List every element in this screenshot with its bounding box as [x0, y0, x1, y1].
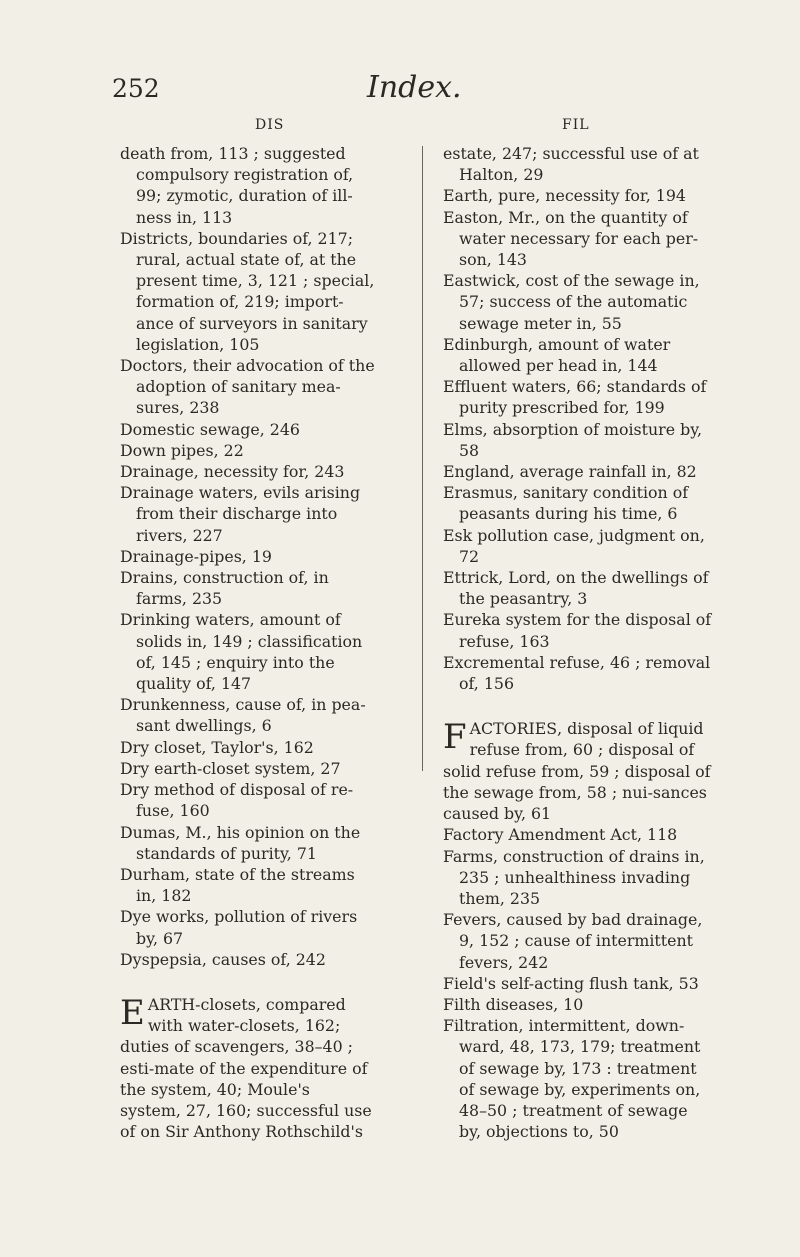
index-entry: Elms, absorption of moisture by, 58: [443, 419, 703, 460]
index-entry: Earth, pure, necessity for, 194: [443, 186, 686, 206]
index-entry: Eureka system for the disposal of refuse, 163: [443, 610, 712, 651]
column-divider: [422, 146, 423, 771]
left-column-head: DIS: [255, 117, 285, 133]
page-number: 252: [112, 74, 160, 103]
index-entry: Farms, construction of drains in, 235 ; unhealthiness invading them, 235: [443, 846, 705, 908]
section-f-entry: [443, 718, 713, 824]
index-entry: Filtration, intermittent, down-ward, 48, 173, 179; treatment of sewage by, 173 : treatment of sewage by, experiments on, 48–50 ; treatment of sewage by, objections to, 50: [443, 1016, 701, 1142]
index-entry: Ettrick, Lord, on the dwellings of the peasantry, 3: [443, 568, 709, 609]
index-entry: England, average rainfall in, 82: [443, 462, 697, 482]
left-column: [120, 143, 375, 1142]
index-entry: Edinburgh, amount of water allowed per head in, 144: [443, 334, 671, 376]
drop-cap-e: E: [120, 992, 145, 1033]
index-entry: Fevers, caused by bad drainage, 9, 152 ; cause of intermittent fevers, 242: [443, 910, 703, 972]
index-entry: Field's self-acting flush tank, 53: [443, 973, 699, 993]
index-entry: Easton, Mr., on the quantity of water necessary for each per-son, 143: [443, 207, 699, 270]
section-text: -closets, compared with water-closets, 162; duties of scavengers, 38–40 ; esti-mate of the expenditure of the system, 40; Moule's system, 27, 160; successful use of on Sir Anthony Rothschild's: [120, 994, 372, 1142]
index-entry: estate, 247; successful use of at Halton, 29: [443, 144, 699, 185]
section-e-entry: [120, 994, 375, 1142]
index-entry: Excremental refuse, 46 ; removal of, 156: [443, 652, 711, 694]
section-caps: ARTH: [147, 994, 196, 1014]
index-entry: Down pipes, 22: [120, 440, 244, 460]
section-text: , disposal of liquid refuse from, 60 ; disposal of solid refuse from, 59 ; disposal of the sewage from, 58 ; nui-sances caused by, 61: [443, 719, 711, 824]
index-entry: Drainage-pipes, 19: [120, 546, 272, 566]
index-entry: Drinking waters, amount of solids in, 149 ; classification of, 145 ; enquiry into the quality of, 147: [120, 610, 363, 694]
index-entry: Doctors, their advocation of the adoption of sanitary mea-sures, 238: [120, 356, 375, 418]
index-entry: Dyspepsia, causes of, 242: [120, 949, 326, 969]
index-entry: Dye works, pollution of rivers by, 67: [120, 907, 358, 948]
right-column: [443, 143, 713, 1142]
index-entry: Erasmus, sanitary condition of peasants during his time, 6: [443, 483, 689, 524]
index-entry: Esk pollution case, judgment on, 72: [443, 525, 705, 566]
index-entry: Dry method of disposal of re-fuse, 160: [120, 780, 354, 821]
index-entry: death from, 113 ; suggested compulsory registration of, 99; zymotic, duration of ill-ness in, 113: [120, 144, 354, 227]
index-entry: Districts, boundaries of, 217; rural, actual state of, at the present time, 3, 121 ; special, formation of, 219; import-ance of surveyors in sanitary legislation, 105: [120, 228, 375, 354]
drop-cap-f: F: [443, 717, 467, 758]
section-caps: ACTORIES: [469, 719, 558, 739]
index-entry: Factory Amendment Act, 118: [443, 825, 678, 845]
index-entry: Dry earth-closet system, 27: [120, 758, 341, 778]
running-title: Index.: [367, 70, 462, 105]
index-entry: Domestic sewage, 246: [120, 419, 300, 439]
index-entry: Durham, state of the streams in, 182: [120, 864, 355, 906]
index-entry: Effluent waters, 66; standards of purity prescribed for, 199: [443, 377, 707, 418]
index-entry: Filth diseases, 10: [443, 994, 584, 1014]
index-entry: Drainage, necessity for, 243: [120, 462, 345, 482]
index-entry: Eastwick, cost of the sewage in, 57; success of the automatic sewage meter in, 55: [443, 271, 700, 333]
index-entry: Dry closet, Taylor's, 162: [120, 737, 314, 757]
right-column-head: FIL: [562, 117, 590, 133]
index-entry: Drains, construction of, in farms, 235: [120, 568, 329, 609]
index-entry: Drunkenness, cause of, in pea-sant dwellings, 6: [120, 695, 366, 736]
index-entry: Dumas, M., his opinion on the standards of purity, 71: [120, 822, 361, 863]
index-entry: Drainage waters, evils arising from their discharge into rivers, 227: [120, 483, 361, 545]
